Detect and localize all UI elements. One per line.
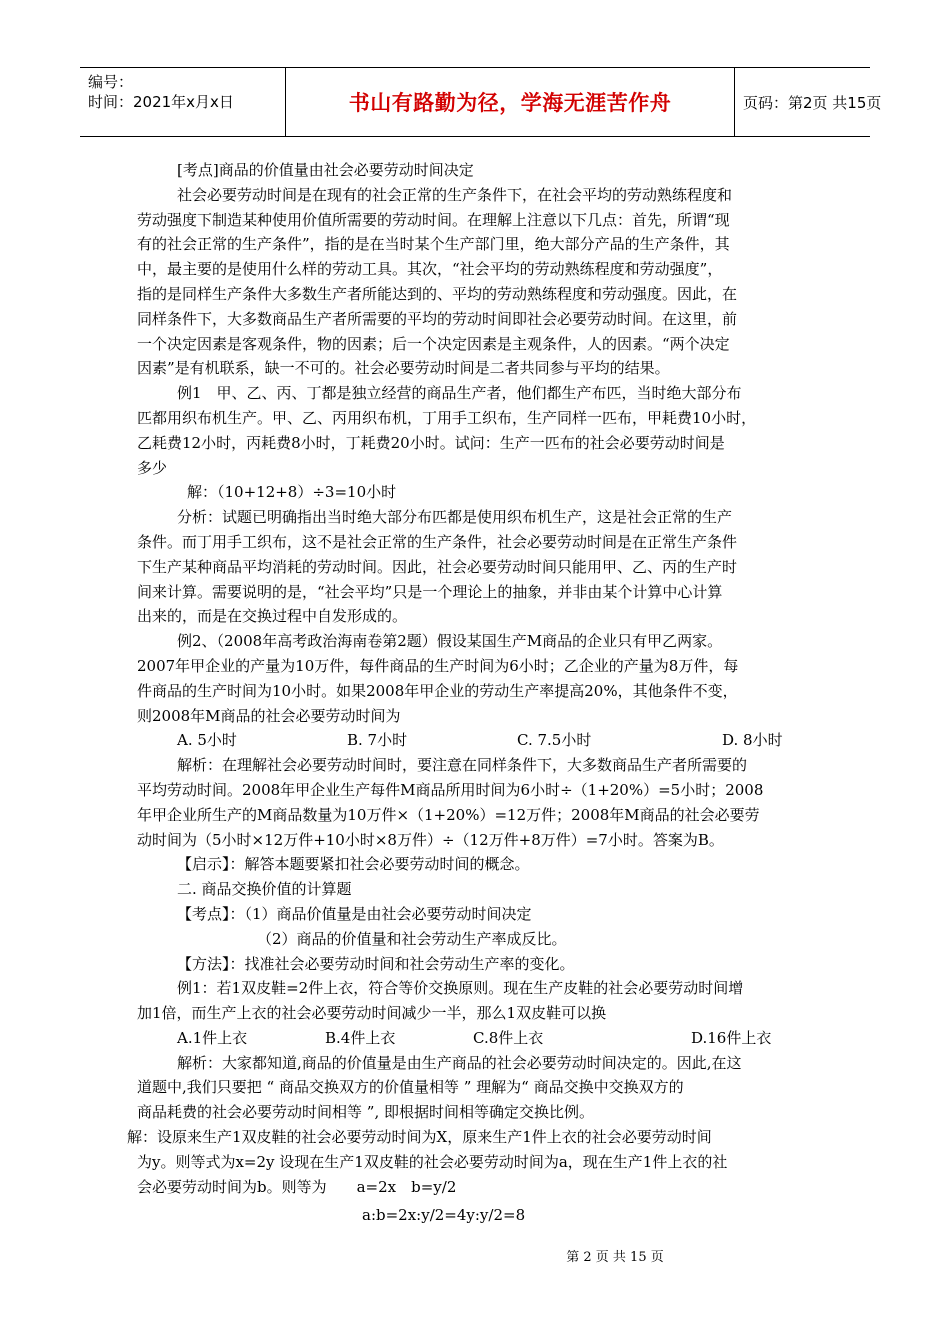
text-line: 平均劳动时间。2008年甲企业生产每件M商品所用时间为6小时÷（1+20%）=5小时；2008 [137,780,764,799]
text-line: 例2、（2008年高考政治海南卷第2题）假设某国生产M商品的企业只有甲乙两家。 [177,632,723,651]
page-footer: 第 2 页 共 15 页 [566,1250,664,1265]
text-line: a:b=2x:y/2=4y:y/2=8 [362,1206,526,1225]
text-line: 解析：在理解社会必要劳动时间时，要注意在同样条件下，大多数商品生产者所需要的 [177,756,748,775]
text-line: 一个决定因素是客观条件，物的因素；后一个决定因素是主观条件，人的因素。“两个决定 [137,334,730,353]
text-line: 下生产某种商品平均消耗的劳动时间。因此，社会必要劳动时间只能用甲、乙、丙的生产时 [137,557,738,576]
text-line: 乙耗费12小时，丙耗费8小时，丁耗费20小时。试问：生产一匹布的社会必要劳动时间是 [137,433,725,452]
text-line: 【方法】：找准社会必要劳动时间和社会劳动生产率的变化。 [177,954,575,973]
text-line: [考点]商品的价值量由社会必要劳动时间决定 [177,161,474,179]
text-line: 例1 甲、乙、丙、丁都是独立经营的商品生产者，他们都生产布匹，当时绝大部分布 [177,384,742,403]
text-line: 解：设原来生产1双皮鞋的社会必要劳动时间为X，原来生产1件上衣的社会必要劳动时间 [127,1128,712,1147]
text-line: 因素”是有机联系，缺一不可的。社会必要劳动时间是二者共同参与平均的结果。 [137,359,670,378]
header-motto-cell [285,68,735,136]
text-line: 间来计算。需要说明的是，“社会平均”只是一个理论上的抽象，并非由某个计算中心计算 [137,582,723,601]
text-line: 解：（10+12+8）÷3=10小时 [187,483,397,502]
text-line: 加1倍，而生产上衣的社会必要劳动时间减少一半，那么1双皮鞋可以换 [137,1004,607,1023]
header-table [80,67,882,137]
text-line: 商品耗费的社会必要劳动时间相等 ”, 即根据时间相等确定交换比例。 [137,1103,594,1122]
text-line: 社会必要劳动时间是在现有的社会正常的生产条件下，在社会平均的劳动熟练程度和 [177,185,733,204]
text-line: 会必要劳动时间为b。则等为 a=2x b=y/2 [137,1177,457,1196]
date-line: 时间：2021年x月x日 [88,93,234,111]
option-c: C. 7.5小时 [517,731,592,750]
header-meta [80,68,285,136]
text-line: 指的是同样生产条件大多数生产者所能达到的、平均的劳动熟练程度和劳动强度。因此，在 [137,284,738,303]
option-d: D.16件上衣 [691,1028,772,1047]
text-line: 则2008年M商品的社会必要劳动时间为 [137,706,401,725]
text-line: （2）商品的价值量和社会劳动生产率成反比。 [257,929,567,948]
text-line: 【启示】：解答本题要紧扣社会必要劳动时间的概念。 [177,855,530,874]
text-line: 二. 商品交换价值的计算题 [177,880,352,899]
document-body [127,158,817,1228]
option-a: A. 5小时 [177,731,237,750]
text-line: 2007年甲企业的产量为10万件，每件商品的生产时间为6小时；乙企业的产量为8万件，每 [137,656,739,675]
text-line: 道题中,我们只要把 “ 商品交换双方的价值量相等 ” 理解为“ 商品交换中交换双方的 [137,1078,684,1097]
text-line: 为y。则等式为x=2y 设现在生产1双皮鞋的社会必要劳动时间为a，现在生产1件上衣的社 [137,1152,728,1171]
option-b: B. 7小时 [347,731,408,750]
text-line: 出来的，而是在交换过程中自发形成的。 [137,607,408,626]
text-line: 解析：大家都知道,商品的价值量是由生产商品的社会必要劳动时间决定的。因此,在这 [177,1053,742,1072]
number-label: 编号： [88,73,134,91]
answer-options [137,1026,817,1051]
text-line: 有的社会正常的生产条件”，指的是在当时某个生产部门里，绝大部分产品的生产条件，其 [137,235,730,254]
option-c: C.8件上衣 [473,1028,544,1047]
text-line: 分析：试题已明确指出当时绝大部分布匹都是使用织布机生产，这是社会正常的生产 [177,508,733,527]
motto-text: 书山有路勤为径，学海无涯苦作舟 [348,91,672,115]
page-info: 页码：第2页 共15页 [743,93,882,112]
option-b: B.4件上衣 [325,1028,396,1047]
text-line: 条件。而丁用手工织布，这不是社会正常的生产条件，社会必要劳动时间是在正常生产条件 [137,532,738,551]
text-line: 年甲企业所生产的M商品数量为10万件×（1+20%）=12万件；2008年M商品的社会必要劳 [137,805,760,824]
option-a: A.1件上衣 [177,1028,248,1047]
text-line: 动时间为（5小时×12万件+10小时×8万件）÷（12万件+8万件）=7小时。答案为B。 [137,830,724,849]
text-line: 中，最主要的是使用什么样的劳动工具。其次，“社会平均的劳动熟练程度和劳动强度”， [137,260,723,279]
text-line: 多少 [137,458,168,477]
text-line: 劳动强度下制造某种使用价值所需要的劳动时间。在理解上注意以下几点：首先，所谓“现 [137,210,730,229]
answer-options [137,728,817,753]
text-line: 例1：若1双皮鞋=2件上衣，符合等价交换原则。现在生产皮鞋的社会必要劳动时间增 [177,979,744,998]
option-d: D. 8小时 [722,731,783,750]
text-line: 件商品的生产时间为10小时。如果2008年甲企业的劳动生产率提高20%，其他条件不变， [137,681,738,700]
text-line: 同样条件下，大多数商品生产者所需要的平均的劳动时间即社会必要劳动时间。在这里，前 [137,309,738,328]
text-line: 匹都用织布机生产。甲、乙、丙用织布机，丁用手工织布，生产同样一匹布，甲耗费10小时， [137,408,757,427]
text-line: 【考点】：（1）商品价值量是由社会必要劳动时间决定 [177,904,532,923]
